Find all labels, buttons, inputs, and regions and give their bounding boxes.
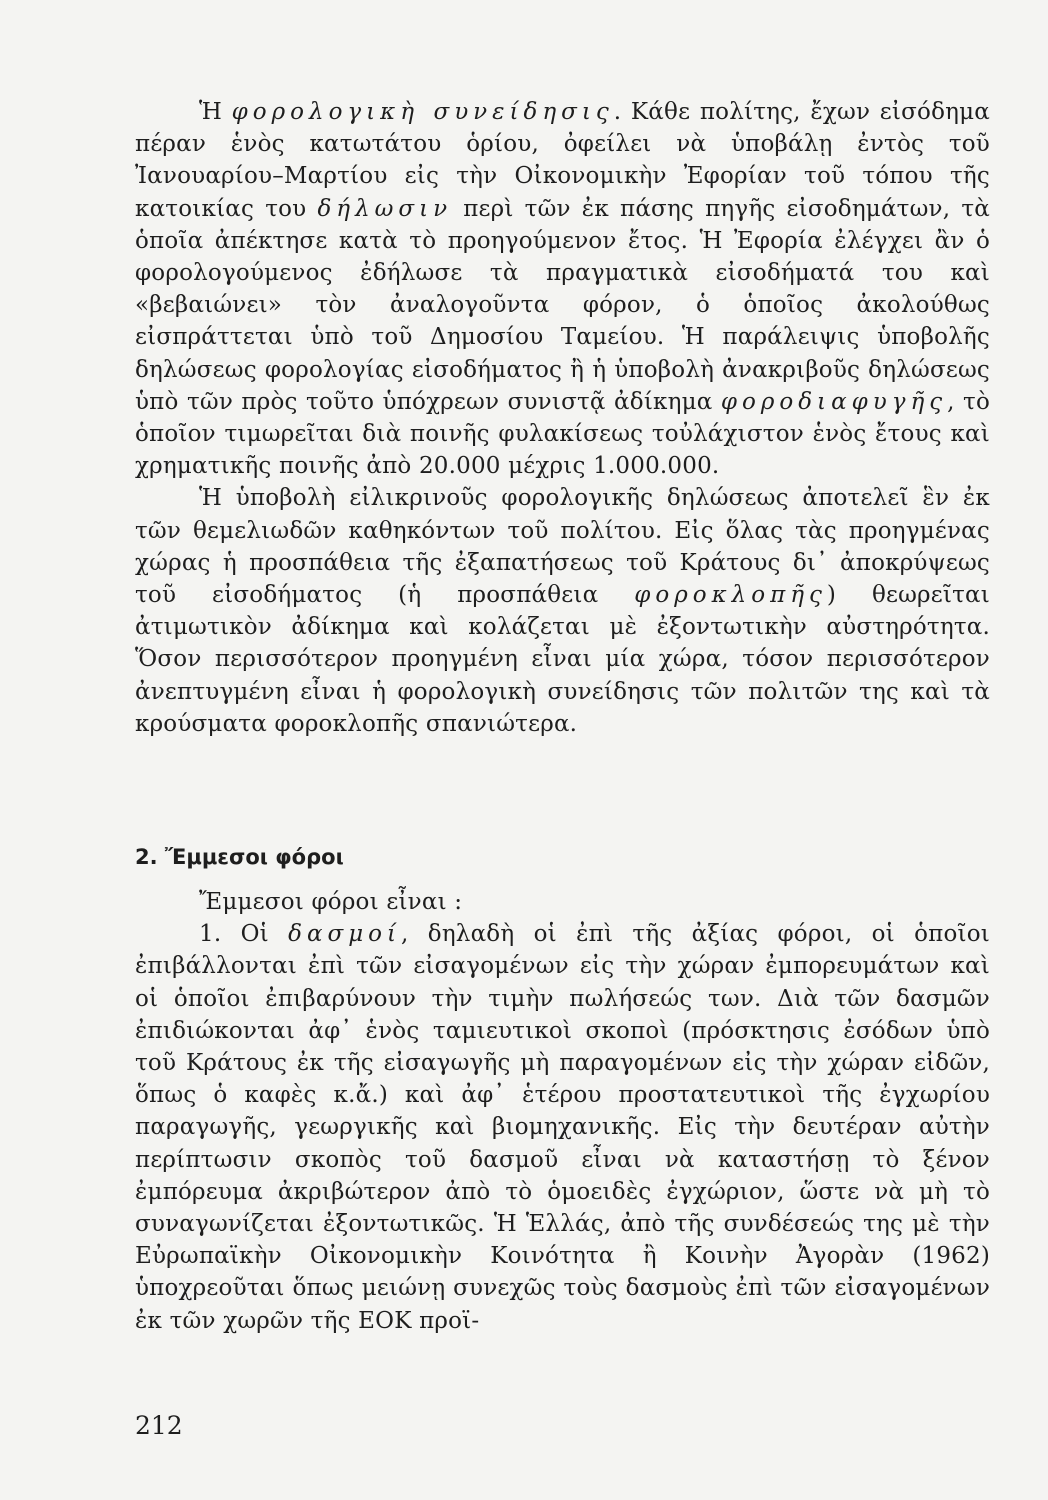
text-run: , τὸ ὁποῖον τιμωρεῖται διὰ ποινῆς φυλακίσεως τοὐλάχιστον ἑνὸς ἔτους καὶ χρηματικῆς ποινῆς ἀπὸ 20.000 μέχρις 1.000.000.: [135, 388, 990, 480]
emphasized-term: δασμοί: [288, 921, 402, 948]
emphasized-term: φοροκλοπῆς: [634, 582, 827, 609]
text-run: περὶ τῶν ἐκ πάσης πηγῆς εἰσοδημάτων, τὰ ὁποῖα ἀπέκτησε κατὰ τὸ προηγούμενον ἔτος. Ἡ Ἐφορία ἐλέγχει ἂν ὁ φορολογούμενος ἐδήλωσε τὰ πραγματικὰ εἰσοδήματά του καὶ «βεβαιώνει» τὸν ἀναλογοῦντα φόρον, ὁ ὁποῖος ἀκολούθως εἰσπράττεται ὑπὸ τοῦ Δημοσίου Ταμείου. Ἡ παράλειψις ὑποβολῆς δηλώσεως φορολογίας εἰσοδήματος ἢ ἡ ὑποβολὴ ἀνακριβοῦς δηλώσεως ὑπὸ τῶν πρὸς τοῦτο ὑπόχρεων συνιστᾷ ἀδίκημα: [135, 195, 990, 415]
paragraph-intro: Ἔμμεσοι φόροι εἶναι :: [199, 889, 463, 915]
section-heading: 2. Ἔμμεσοι φόροι: [135, 845, 344, 869]
text-run: Ἡ: [199, 99, 232, 125]
page-number: 212: [135, 1411, 183, 1440]
text-run: 1. Οἱ: [199, 921, 289, 948]
text-run: . Κάθε πολίτης, ἔχων εἰσόδημα πέραν ἑνὸς κατωτάτου ὁρίου, ὀφείλει νὰ ὑποβάλῃ ἐντὸς τοῦ Ἰανουαρίου–Μαρτίου εἰς τὴν Οἰκονομικὴν Ἐφορίαν τοῦ τόπου τῆς κατοικίας του: [135, 99, 990, 222]
paragraph-tax-declaration: [135, 482, 990, 740]
emphasized-term: φοροδιαφυγῆς: [720, 388, 948, 415]
section-1-text: [135, 96, 990, 740]
paragraph-item-1: [135, 918, 990, 1337]
section-2-text: [135, 886, 990, 1337]
text-run: Ἡ ὑποβολὴ εἰλικρινοῦς φορολογικῆς δηλώσεως ἀποτελεῖ ἓν ἐκ τῶν θεμελιωδῶν καθηκόντων τοῦ πολίτου. Εἰς ὅλας τὰς προηγμένας χώρας ἡ προσπάθεια τῆς ἐξαπατήσεως τοῦ Κράτους δι᾽ ἀποκρύψεως τοῦ εἰσοδήματος (ἡ προσπάθεια: [135, 485, 990, 609]
text-run: , δηλαδὴ οἱ ἐπὶ τῆς ἀξίας φόροι, οἱ ὁποῖοι ἐπιβάλλονται ἐπὶ τῶν εἰσαγομένων εἰς τὴν χώραν ἐμπορευμάτων καὶ οἱ ὁποῖοι ἐπιβαρύνουν τὴν τιμὴν πωλήσεώς των. Διὰ τῶν δασμῶν ἐπιδιώκονται ἀφ᾽ ἑνὸς ταμιευτικοὶ σκοποὶ (πρόσκτησις ἐσόδων ὑπὸ τοῦ Κράτους ἐκ τῆς εἰσαγωγῆς μὴ παραγομένων εἰς τὴν χώραν εἰδῶν, ὅπως ὁ καφὲς κ.ἄ.) καὶ ἀφ᾽ ἑτέρου προστατευτικοὶ τῆς ἐγχωρίου παραγωγῆς, γεωργικῆς καὶ βιομηχανικῆς. Εἰς τὴν δευτέραν αὐτὴν περίπτωσιν σκοπὸς τοῦ δασμοῦ εἶναι νὰ καταστήσῃ τὸ ξένον ἐμπόρευμα ἀκριβώτερον ἀπὸ τὸ ὁμοειδὲς ἐγχώριον, ὥστε νὰ μὴ τὸ συναγωνίζεται ἐξοντωτικῶς. Ἡ Ἑλλάς, ἀπὸ τῆς συνδέσεώς της μὲ τὴν Εὐρωπαϊκὴν Οἰκονομικὴν Κοινότητα ἢ Κοινὴν Ἀγορὰν (1962) ὑποχρεοῦται ὅπως μειώνῃ συνεχῶς τοὺς δασμοὺς ἐπὶ τῶν εἰσαγομένων ἐκ τῶν χωρῶν τῆς ΕΟΚ προϊ-: [135, 921, 990, 1334]
emphasized-term: δήλωσιν: [317, 195, 453, 222]
emphasized-term: φορολογικὴ συνείδησις: [231, 99, 614, 125]
text-run: ) θεωρεῖται ἀτιμωτικὸν ἀδίκημα καὶ κολάζεται μὲ ἐξοντωτικὴν αὐστηρότητα. Ὅσον περισσότερον προηγμένη εἶναι μία χώρα, τόσον περισσότερον ἀνεπτυγμένη εἶναι ἡ φορολογικὴ συνείδησις τῶν πολιτῶν της καὶ τὰ κρούσματα φοροκλοπῆς σπανιώτερα.: [135, 582, 990, 737]
paragraph-tax-conscience: [135, 96, 990, 482]
